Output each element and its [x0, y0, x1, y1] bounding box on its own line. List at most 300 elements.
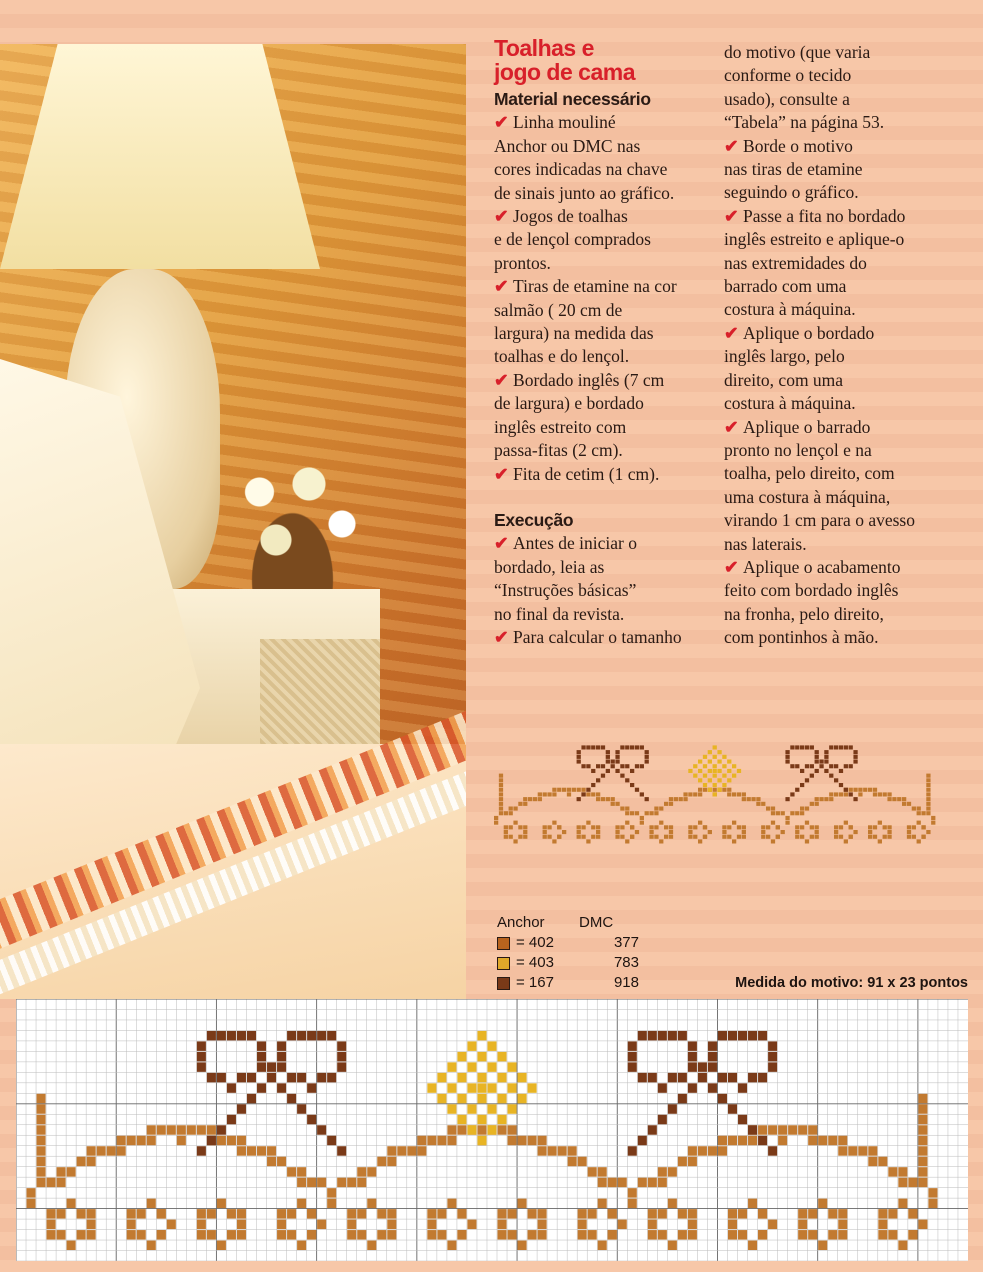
chart-stitch: [467, 1062, 476, 1071]
chart-stitch: [377, 1230, 386, 1239]
motif-stitch: [815, 755, 819, 759]
chart-stitch: [127, 1220, 136, 1229]
motif-stitch: [630, 745, 634, 749]
motif-stitch: [567, 792, 571, 796]
chart-stitch: [578, 1220, 587, 1229]
chart-stitch: [177, 1136, 186, 1145]
chart-stitch: [277, 1062, 286, 1071]
chart-stitch: [217, 1073, 226, 1082]
chart-stitch: [678, 1209, 687, 1218]
motif-stitch: [581, 788, 585, 792]
list-item-text: Tiras de etamine na cor: [513, 276, 677, 297]
chart-stitch: [568, 1157, 577, 1166]
chart-stitch: [467, 1083, 476, 1092]
motif-stitch: [902, 797, 906, 801]
chart-stitch: [918, 1157, 927, 1166]
motif-stitch: [581, 835, 585, 839]
chart-stitch: [728, 1209, 737, 1218]
motif-stitch: [742, 792, 746, 796]
chart-stitch: [508, 1104, 517, 1113]
motif-stitch: [844, 792, 848, 796]
motif-stitch: [601, 774, 605, 778]
chart-stitch: [918, 1220, 927, 1229]
chart-stitch: [437, 1209, 446, 1218]
chart-stitch: [337, 1178, 346, 1187]
motif-stitch: [824, 760, 828, 764]
chart-stitch: [888, 1167, 897, 1176]
chart-stitch: [447, 1241, 456, 1250]
motif-stitch: [732, 764, 736, 768]
motif-stitch: [523, 835, 527, 839]
motif-stitch: [907, 825, 911, 829]
list-item-text: bordado, leia as: [494, 556, 605, 577]
motif-stitch: [926, 802, 930, 806]
chart-stitch: [247, 1073, 256, 1082]
motif-stitch: [761, 825, 765, 829]
chart-stitch: [908, 1209, 917, 1218]
chart-stitch: [317, 1031, 326, 1040]
chart-stitch: [518, 1241, 527, 1250]
motif-stitch: [640, 821, 644, 825]
motif-stitch: [717, 760, 721, 764]
motif-stitch: [742, 825, 746, 829]
chart-stitch: [688, 1062, 697, 1071]
chart-stitch: [97, 1146, 106, 1155]
chart-stitch: [808, 1136, 817, 1145]
chart-stitch: [648, 1073, 657, 1082]
chart-stitch: [778, 1125, 787, 1134]
list-item-text: nas laterais.: [724, 533, 807, 554]
motif-stitch: [630, 811, 634, 815]
chart-stitch: [137, 1230, 146, 1239]
chart-stitch: [788, 1125, 797, 1134]
chart-stitch: [207, 1073, 216, 1082]
chart-stitch: [317, 1073, 326, 1082]
chart-stitch: [427, 1083, 436, 1092]
motif-stitch: [543, 825, 547, 829]
chart-stitch: [117, 1146, 126, 1155]
chart-stitch: [77, 1157, 86, 1166]
chart-stitch: [538, 1136, 547, 1145]
chart-stitch: [498, 1230, 507, 1239]
chart-stitch: [668, 1073, 677, 1082]
motif-stitch: [883, 825, 887, 829]
chart-stitch: [237, 1230, 246, 1239]
motif-stitch: [664, 825, 668, 829]
chart-stitch: [207, 1031, 216, 1040]
chart-stitch: [648, 1220, 657, 1229]
motif-stitch: [917, 811, 921, 815]
motif-stitch: [727, 769, 731, 773]
motif-preview: [494, 736, 936, 846]
motif-stitch: [635, 811, 639, 815]
motif-stitch: [810, 802, 814, 806]
motif-stitch: [883, 835, 887, 839]
chart-stitch: [918, 1146, 927, 1155]
motif-stitch: [815, 769, 819, 773]
chart-stitch: [878, 1220, 887, 1229]
motif-stitch: [708, 750, 712, 754]
chart-stitch: [868, 1157, 877, 1166]
motif-stitch: [596, 830, 600, 834]
motif-stitch: [931, 816, 935, 820]
list-item: [724, 416, 964, 556]
list-item-text: toalha, pelo direito, com: [724, 463, 895, 484]
chart-stitch: [898, 1167, 907, 1176]
chart-stitch: [548, 1146, 557, 1155]
motif-stitch: [732, 839, 736, 843]
chart-stitch: [728, 1136, 737, 1145]
chart-stitch: [407, 1146, 416, 1155]
motif-stitch: [708, 778, 712, 782]
list-item-text: “Tabela” na página 53.: [724, 112, 885, 133]
dmc-code: 783: [613, 954, 639, 971]
chart-stitch: [297, 1167, 306, 1176]
chart-stitch: [287, 1230, 296, 1239]
chart-stitch: [307, 1230, 316, 1239]
chart-stitch: [467, 1125, 476, 1134]
motif-stitch: [907, 802, 911, 806]
motif-stitch: [572, 788, 576, 792]
chart-stitch: [688, 1146, 697, 1155]
legend-row: [497, 953, 639, 973]
chart-stitch: [207, 1209, 216, 1218]
motif-stitch: [926, 792, 930, 796]
motif-stitch: [776, 811, 780, 815]
motif-stitch: [669, 802, 673, 806]
motif-stitch: [615, 825, 619, 829]
motif-stitch: [577, 750, 581, 754]
color-swatch-icon: [497, 937, 510, 950]
motif-stitch: [839, 745, 843, 749]
motif-stitch: [635, 788, 639, 792]
motif-stitch: [849, 792, 853, 796]
chart-stitch: [377, 1157, 386, 1166]
motif-stitch: [819, 797, 823, 801]
chart-stitch: [347, 1178, 356, 1187]
chart-stitch: [738, 1136, 747, 1145]
motif-stitch: [586, 839, 590, 843]
motif-stitch: [586, 764, 590, 768]
chart-stitch: [858, 1146, 867, 1155]
check-icon: ✔: [494, 369, 514, 390]
motif-stitch: [887, 792, 891, 796]
chart-stitch: [508, 1136, 517, 1145]
list-item-text: Aplique o barrado: [743, 416, 871, 437]
motif-stitch: [615, 835, 619, 839]
motif-stitch: [800, 769, 804, 773]
motif-stitch: [615, 769, 619, 773]
chart-stitch: [818, 1241, 827, 1250]
motif-stitch: [630, 835, 634, 839]
chart-stitch: [508, 1083, 517, 1092]
chart-stitch: [297, 1178, 306, 1187]
motif-stitch: [591, 769, 595, 773]
chart-stitch: [578, 1157, 587, 1166]
motif-stitch: [815, 830, 819, 834]
chart-stitch: [67, 1241, 76, 1250]
motif-stitch: [664, 835, 668, 839]
motif-stitch: [611, 764, 615, 768]
motif-stitch: [703, 755, 707, 759]
chart-stitch: [197, 1041, 206, 1050]
motif-stitch: [834, 745, 838, 749]
chart-stitch: [237, 1209, 246, 1218]
motif-stitch: [688, 792, 692, 796]
motif-stitch: [596, 745, 600, 749]
chart-stitch: [47, 1209, 56, 1218]
chart-stitch: [337, 1146, 346, 1155]
chart-stitch: [678, 1157, 687, 1166]
motif-stitch: [654, 807, 658, 811]
chart-stitch: [427, 1209, 436, 1218]
chart-stitch: [658, 1083, 667, 1092]
chart-stitch: [257, 1041, 266, 1050]
list-item-text: com pontinhos à mão.: [724, 627, 879, 648]
motif-stitch: [800, 783, 804, 787]
chart-stitch: [477, 1073, 486, 1082]
list-item-text: inglês largo, pelo: [724, 346, 845, 367]
chart-stitch: [628, 1199, 637, 1208]
motif-stitch: [557, 825, 561, 829]
motif-stitch: [659, 807, 663, 811]
motif-stitch: [596, 825, 600, 829]
motif-stitch: [698, 821, 702, 825]
chart-stitch: [227, 1136, 236, 1145]
chart-stitch: [518, 1136, 527, 1145]
motif-stitch: [552, 821, 556, 825]
motif-stitch: [883, 792, 887, 796]
chart-stitch: [227, 1031, 236, 1040]
anchor-code: = 403: [516, 954, 554, 971]
chart-stitch: [457, 1125, 466, 1134]
chart-stitch: [337, 1062, 346, 1071]
dmc-code: 377: [613, 934, 639, 951]
motif-stitch: [674, 797, 678, 801]
chart-stitch: [327, 1136, 336, 1145]
motif-stitch: [834, 835, 838, 839]
motif-stitch: [499, 774, 503, 778]
chart-stitch: [878, 1209, 887, 1218]
motif-stitch: [708, 788, 712, 792]
motif-stitch: [805, 839, 809, 843]
chart-stitch: [628, 1146, 637, 1155]
chart-stitch: [477, 1094, 486, 1103]
list-item: [494, 205, 719, 275]
motif-stitch: [693, 774, 697, 778]
chart-stitch: [648, 1178, 657, 1187]
motif-stitch: [717, 769, 721, 773]
motif-stitch: [645, 755, 649, 759]
chart-stitch: [347, 1220, 356, 1229]
motif-stitch: [795, 830, 799, 834]
chart-stitch: [27, 1188, 36, 1197]
chart-stitch: [37, 1167, 46, 1176]
legend-row: [497, 973, 639, 993]
chart-stitch: [277, 1230, 286, 1239]
list-item-text: costura à máquina.: [724, 393, 856, 414]
chart-stitch: [658, 1115, 667, 1124]
motif-stitch: [552, 839, 556, 843]
motif-stitch: [708, 830, 712, 834]
chart-stitch: [778, 1136, 787, 1145]
motif-stitch: [611, 760, 615, 764]
chart-stitch: [618, 1178, 627, 1187]
motif-stitch: [771, 811, 775, 815]
anchor-code: = 402: [516, 934, 554, 951]
list-item-text: Aplique o bordado: [743, 322, 875, 343]
chart-stitch: [498, 1125, 507, 1134]
text-column-2: [724, 41, 964, 650]
motif-stitch: [834, 825, 838, 829]
motif-stitch: [547, 825, 551, 829]
chart-stitch: [387, 1209, 396, 1218]
motif-stitch: [635, 764, 639, 768]
chart-stitch: [528, 1083, 537, 1092]
chart-stitch: [297, 1241, 306, 1250]
motif-stitch: [727, 792, 731, 796]
motif-stitch: [581, 745, 585, 749]
list-item: [494, 275, 719, 369]
chart-stitch: [518, 1094, 527, 1103]
motif-stitch: [698, 760, 702, 764]
motif-stitch: [620, 764, 624, 768]
chart-stitch: [197, 1220, 206, 1229]
motif-stitch: [815, 835, 819, 839]
chart-stitch: [738, 1115, 747, 1124]
text-column-1: [494, 88, 719, 649]
motif-stitch: [630, 769, 634, 773]
execution-heading: Execução: [494, 509, 574, 530]
chart-stitch: [167, 1220, 176, 1229]
motif-stitch: [640, 745, 644, 749]
motif-stitch: [504, 811, 508, 815]
anchor-code: = 167: [516, 974, 554, 991]
anchor-label: Anchor: [497, 914, 545, 931]
motif-stitch: [543, 792, 547, 796]
motif-stitch: [887, 797, 891, 801]
chart-stitch: [638, 1136, 647, 1145]
chart-stitch: [47, 1220, 56, 1229]
motif-stitch: [722, 755, 726, 759]
motif-stitch: [688, 769, 692, 773]
chart-stitch: [908, 1178, 917, 1187]
list-item-text: Passe a fita no bordado: [743, 205, 906, 226]
motif-stitch: [844, 788, 848, 792]
chart-stitch: [658, 1031, 667, 1040]
chart-stitch: [708, 1062, 717, 1071]
chart-stitch: [898, 1199, 907, 1208]
list-item-text: de largura) e bordado: [494, 393, 644, 414]
list-item-text: seguindo o gráfico.: [724, 182, 859, 203]
motif-stitch: [849, 788, 853, 792]
chart-stitch: [237, 1146, 246, 1155]
chart-stitch: [307, 1083, 316, 1092]
motif-stitch: [499, 802, 503, 806]
motif-stitch: [868, 835, 872, 839]
chart-stitch: [838, 1209, 847, 1218]
list-item-text: salmão ( 20 cm de: [494, 299, 623, 320]
check-icon: ✔: [494, 626, 514, 647]
motif-stitch: [717, 788, 721, 792]
motif-stitch: [615, 830, 619, 834]
check-icon: ✔: [724, 322, 744, 343]
motif-stitch: [494, 816, 498, 820]
motif-stitch: [630, 783, 634, 787]
chart-stitch: [237, 1031, 246, 1040]
motif-stitch: [620, 745, 624, 749]
chart-stitch: [748, 1031, 757, 1040]
chart-stitch: [247, 1146, 256, 1155]
chart-stitch: [538, 1209, 547, 1218]
chart-stitch: [137, 1209, 146, 1218]
motif-stitch: [615, 802, 619, 806]
motif-stitch: [897, 797, 901, 801]
chart-stitch: [708, 1041, 717, 1050]
motif-stitch: [785, 760, 789, 764]
color-swatch-icon: [497, 957, 510, 970]
motif-stitch: [912, 807, 916, 811]
chart-stitch: [818, 1136, 827, 1145]
motif-stitch: [708, 760, 712, 764]
motif-stitch: [902, 802, 906, 806]
chart-stitch: [87, 1230, 96, 1239]
chart-stitch: [708, 1052, 717, 1061]
motif-stitch: [713, 792, 717, 796]
chart-stitch: [918, 1136, 927, 1145]
chart-stitch: [838, 1146, 847, 1155]
chart-stitch: [287, 1094, 296, 1103]
motif-stitch: [518, 825, 522, 829]
chart-stitch: [828, 1230, 837, 1239]
motif-stitch: [844, 839, 848, 843]
chart-stitch: [498, 1115, 507, 1124]
dmc-label: DMC: [579, 914, 614, 931]
motif-stitch: [635, 830, 639, 834]
chart-stitch: [477, 1052, 486, 1061]
motif-stitch: [659, 839, 663, 843]
chart-stitch: [257, 1146, 266, 1155]
motif-stitch: [713, 774, 717, 778]
chart-stitch: [538, 1230, 547, 1239]
chart-stitch: [37, 1104, 46, 1113]
chart-stitch: [477, 1125, 486, 1134]
motif-stitch: [611, 797, 615, 801]
motif-stitch: [703, 788, 707, 792]
motif-stitch: [781, 811, 785, 815]
motif-stitch: [819, 760, 823, 764]
motif-stitch: [620, 807, 624, 811]
chart-stitch: [197, 1125, 206, 1134]
chart-stitch: [748, 1073, 757, 1082]
motif-stitch: [722, 825, 726, 829]
chart-stitch: [918, 1115, 927, 1124]
chart-stitch: [157, 1125, 166, 1134]
bedroom-photo: [0, 44, 466, 999]
list-item-text: barrado com uma: [724, 276, 847, 297]
motif-stitch: [528, 797, 532, 801]
chart-stitch: [227, 1230, 236, 1239]
chart-stitch: [167, 1125, 176, 1134]
chart-stitch: [638, 1073, 647, 1082]
chart-stitch: [688, 1157, 697, 1166]
motif-stitch: [907, 830, 911, 834]
motif-stitch: [761, 802, 765, 806]
motif-stitch: [538, 792, 542, 796]
motif-stitch: [834, 778, 838, 782]
motif-stitch: [523, 802, 527, 806]
motif-stitch: [815, 825, 819, 829]
